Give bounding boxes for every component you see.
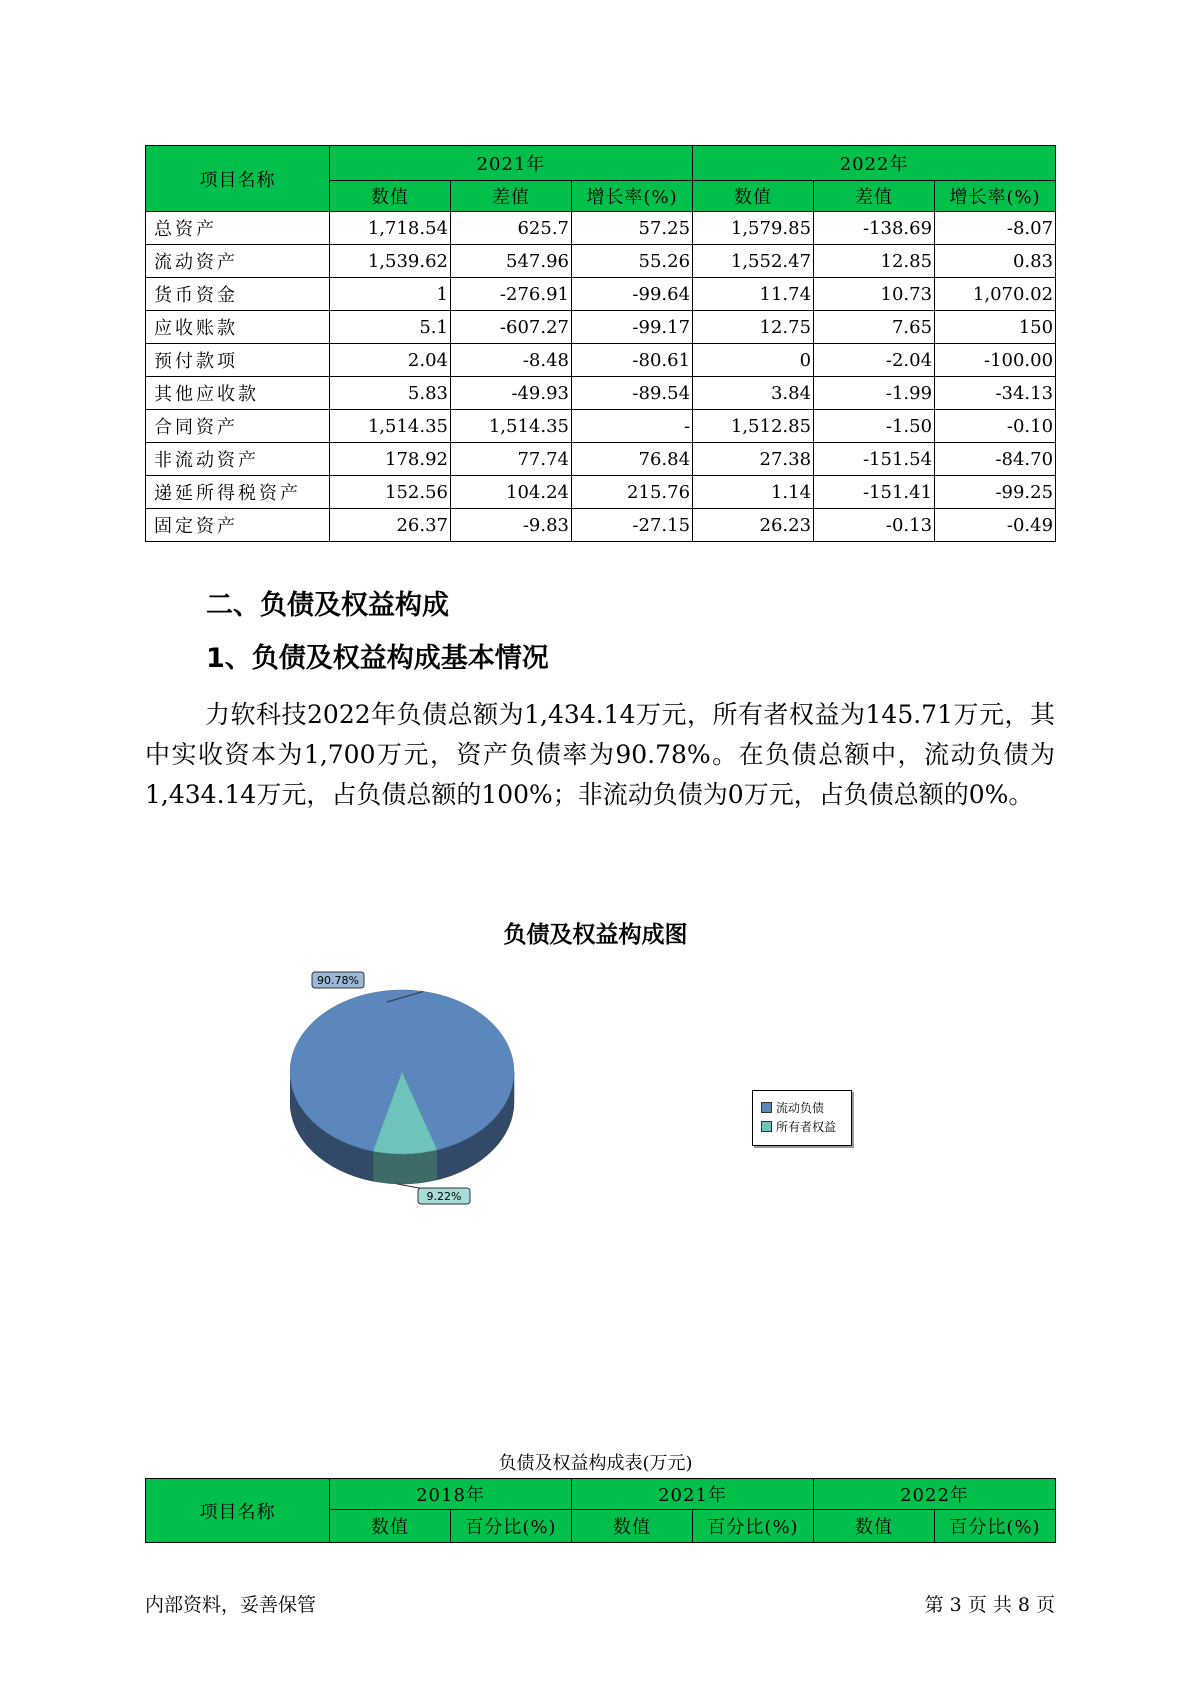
table-cell: -100.00 — [935, 344, 1056, 377]
table-cell: -89.54 — [572, 377, 693, 410]
asset-table-body — [146, 212, 1056, 542]
footer-page-number: 第 3 页 共 8 页 — [924, 1594, 1055, 1616]
table2-caption: 负债及权益构成表(万元) — [498, 1453, 693, 1474]
table-cell: 10.73 — [814, 278, 935, 311]
table-cell: 1,512.85 — [693, 410, 814, 443]
table-row — [146, 212, 1056, 245]
table-row — [146, 311, 1056, 344]
table-cell: 1,514.35 — [330, 410, 451, 443]
table-cell: -49.93 — [451, 377, 572, 410]
row-label: 合同资产 — [146, 410, 330, 443]
asset-table-subheader: 增长率(%) — [935, 181, 1056, 212]
table-cell: 0.83 — [935, 245, 1056, 278]
table-cell: 104.24 — [451, 476, 572, 509]
row-label: 固定资产 — [146, 509, 330, 542]
table-row — [146, 278, 1056, 311]
pie-data-label: 90.78% — [317, 974, 359, 987]
table-row — [146, 410, 1056, 443]
pie-data-label: 9.22% — [426, 1190, 462, 1203]
table-cell: -2.04 — [814, 344, 935, 377]
liability-table-year: 2018年 — [330, 1479, 572, 1510]
chart-title: 负债及权益构成图 — [503, 922, 688, 948]
table-cell: 55.26 — [572, 245, 693, 278]
legend-swatch-0 — [761, 1102, 772, 1113]
table-cell: 1,552.47 — [693, 245, 814, 278]
row-label: 其他应收款 — [146, 377, 330, 410]
liability-table-subheader: 数值 — [572, 1510, 693, 1543]
table-cell: -99.64 — [572, 278, 693, 311]
summary-paragraph: 力软科技2022年负债总额为1,434.14万元，所有者权益为145.71万元，其中实收资本为1,700万元，资产负债率为90.78%。在负债总额中，流动负债为1,434.14万元，占负债总额的100%；非流动负债为0万元，占负债总额的0%。 — [145, 700, 1055, 809]
section-heading: 二、负债及权益构成 — [206, 590, 449, 621]
table-cell: -84.70 — [935, 443, 1056, 476]
legend-label: 所有者权益 — [776, 1120, 837, 1134]
asset-table-year-2021: 2021年 — [330, 146, 693, 181]
asset-table-subheader: 数值 — [330, 181, 451, 212]
liability-table — [145, 1478, 1056, 1543]
table-cell: 12.85 — [814, 245, 935, 278]
table-cell: -0.13 — [814, 509, 935, 542]
pie-slice-side — [373, 1150, 437, 1184]
table-cell: - — [572, 410, 693, 443]
footer-confidential: 内部资料，妥善保管 — [145, 1594, 317, 1616]
table-cell: 178.92 — [330, 443, 451, 476]
table-cell: 150 — [935, 311, 1056, 344]
table-cell: 5.83 — [330, 377, 451, 410]
table-cell: -1.50 — [814, 410, 935, 443]
table-cell: -99.25 — [935, 476, 1056, 509]
legend-item — [761, 1120, 836, 1134]
table-cell: 215.76 — [572, 476, 693, 509]
table-cell: 77.74 — [451, 443, 572, 476]
legend-item — [761, 1101, 824, 1115]
row-label: 流动资产 — [146, 245, 330, 278]
pie-chart — [290, 960, 710, 1250]
table-cell: 7.65 — [814, 311, 935, 344]
liability-table-year: 2021年 — [572, 1479, 814, 1510]
liability-table-name-header: 项目名称 — [146, 1479, 330, 1543]
table-cell: 1,579.85 — [693, 212, 814, 245]
asset-table-subheader: 增长率(%) — [572, 181, 693, 212]
table-cell: -0.10 — [935, 410, 1056, 443]
table-cell: 625.7 — [451, 212, 572, 245]
table-cell: -276.91 — [451, 278, 572, 311]
table-cell: 27.38 — [693, 443, 814, 476]
table-cell: -99.17 — [572, 311, 693, 344]
table-cell: 1.14 — [693, 476, 814, 509]
table-cell: 1,070.02 — [935, 278, 1056, 311]
liability-table-subheader: 百分比(%) — [693, 1510, 814, 1543]
table-cell: 1,718.54 — [330, 212, 451, 245]
row-label: 应收账款 — [146, 311, 330, 344]
table-cell: -34.13 — [935, 377, 1056, 410]
table-cell: 26.37 — [330, 509, 451, 542]
table-row — [146, 245, 1056, 278]
table-cell: 1,514.35 — [451, 410, 572, 443]
table-cell: -0.49 — [935, 509, 1056, 542]
table-cell: 1,539.62 — [330, 245, 451, 278]
liability-table-subheader: 百分比(%) — [451, 1510, 572, 1543]
table-row — [146, 443, 1056, 476]
table-cell: 152.56 — [330, 476, 451, 509]
liability-table-subheader: 百分比(%) — [935, 1510, 1056, 1543]
legend-label: 流动负债 — [776, 1101, 825, 1115]
asset-table — [145, 145, 1056, 542]
table-cell: 1 — [330, 278, 451, 311]
table-cell: 2.04 — [330, 344, 451, 377]
row-label: 非流动资产 — [146, 443, 330, 476]
table-cell: 3.84 — [693, 377, 814, 410]
table-cell: 547.96 — [451, 245, 572, 278]
table-cell: -138.69 — [814, 212, 935, 245]
asset-table-subheader: 数值 — [693, 181, 814, 212]
table-cell: 57.25 — [572, 212, 693, 245]
table-cell: -1.99 — [814, 377, 935, 410]
table-cell: 5.1 — [330, 311, 451, 344]
table-row — [146, 509, 1056, 542]
table-cell: -151.41 — [814, 476, 935, 509]
chart-legend — [752, 1090, 852, 1146]
table-row — [146, 344, 1056, 377]
asset-table-year-2022: 2022年 — [693, 146, 1056, 181]
table-cell: -9.83 — [451, 509, 572, 542]
asset-table-subheader: 差值 — [451, 181, 572, 212]
asset-table-name-header: 项目名称 — [146, 146, 330, 212]
table-row — [146, 476, 1056, 509]
table-cell: -8.07 — [935, 212, 1056, 245]
sub-heading: 1、负债及权益构成基本情况 — [206, 643, 549, 674]
row-label: 货币资金 — [146, 278, 330, 311]
legend-swatch-1 — [761, 1121, 772, 1132]
table-cell: 76.84 — [572, 443, 693, 476]
table-row — [146, 377, 1056, 410]
asset-table-subheader: 差值 — [814, 181, 935, 212]
liability-table-year: 2022年 — [814, 1479, 1056, 1510]
table-cell: -151.54 — [814, 443, 935, 476]
row-label: 总资产 — [146, 212, 330, 245]
table-cell: 26.23 — [693, 509, 814, 542]
table-cell: -80.61 — [572, 344, 693, 377]
liability-table-subheader: 数值 — [330, 1510, 451, 1543]
table-cell: -607.27 — [451, 311, 572, 344]
row-label: 预付款项 — [146, 344, 330, 377]
table-cell: 12.75 — [693, 311, 814, 344]
table-cell: 11.74 — [693, 278, 814, 311]
table-cell: -27.15 — [572, 509, 693, 542]
table-cell: -8.48 — [451, 344, 572, 377]
liability-table-subheader: 数值 — [814, 1510, 935, 1543]
table-cell: 0 — [693, 344, 814, 377]
row-label: 递延所得税资产 — [146, 476, 330, 509]
